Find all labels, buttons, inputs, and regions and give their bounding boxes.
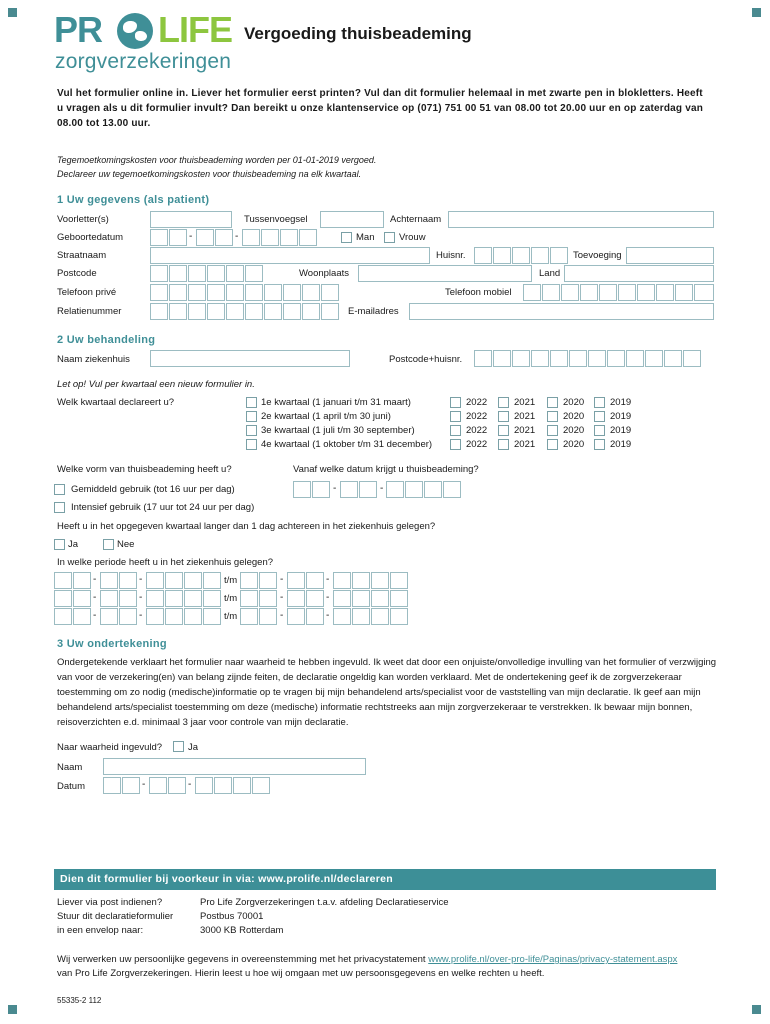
logo-life: LIFE [158,9,232,50]
tussenvoegsel-input[interactable] [320,211,384,228]
address-line-2: Postbus 70001 [200,911,264,922]
postcode-huisnr-digit[interactable] [645,350,663,367]
postcode-digit[interactable] [245,265,263,282]
period-row-2: - - t/m - - [0,590,770,607]
postcode-huisnr-digit[interactable] [607,350,625,367]
relatie-digit[interactable] [188,303,206,320]
year-checkbox[interactable] [547,411,558,422]
period-digit[interactable] [287,572,305,589]
mobiel-digit[interactable] [694,284,714,301]
tel-digit[interactable] [188,284,206,301]
period-digit[interactable] [240,590,258,607]
postcode-huisnr-digit[interactable] [683,350,701,367]
period-digit[interactable] [259,572,277,589]
postcode-digit[interactable] [188,265,206,282]
relatie-digit[interactable] [207,303,225,320]
period-digit[interactable] [165,608,183,625]
year-checkbox[interactable] [498,397,509,408]
voorletters-label: Voorletter(s) [57,214,109,225]
postcode-huisnr-digit[interactable] [626,350,644,367]
naam-label: Naam [57,762,83,773]
vanaf-digit[interactable] [293,481,311,498]
year-label: 2019 [610,439,632,450]
email-label: E-mailadres [348,306,399,317]
period-digit[interactable] [203,572,221,589]
vrouw-label: Vrouw [399,232,426,243]
relatie-digit[interactable] [226,303,244,320]
quarter-1-checkbox[interactable] [246,397,257,408]
relatie-digit[interactable] [264,303,282,320]
vorm-label: Welke vorm van thuisbeademing heeft u? [57,464,232,475]
tm-label: t/m [224,611,238,622]
nee-label: Nee [117,539,135,550]
period-digit[interactable] [371,608,389,625]
ondertekening-text: Ondergetekende verklaart het formulier naar waarheid te hebben ingevuld. Ik weet dat door een onjuiste/onvolledige invulling van het formulier of verzwijging van voor de verzekering(en) van belang zijnde feiten, de declaratie ongeldig kan worden verklaard. Met de ondertekening geef ik de zorgverzekeraar toestemming om zo nodig (medische)informatie op te vragen bij mijn behandelend arts/specialist voor de vaststelling van mijn declaratie. Ik geef aan mijn behandelend arts/specialist toestemming om deze (medische) informatie rechtstreeks aan mijn zorgverzekeraar te verstrekken. Ik bewaar mijn bonnen, reisoverzichten e.d. minimaal 3 jaar voor controle van mijn declaratie. [57,657,717,728]
period-digit[interactable] [119,590,137,607]
ziekenhuis-input[interactable] [150,350,350,367]
year-checkbox[interactable] [547,425,558,436]
corner-marker [8,1005,17,1014]
mobiel-digit[interactable] [542,284,560,301]
privacy-text: Wij verwerken uw persoonlijke gegevens in overeenstemming met het privacystatement [57,954,429,965]
date-digit[interactable] [261,229,279,246]
year-label: 2020 [563,439,585,450]
toevoeging-input[interactable] [626,247,714,264]
quarter-2-checkbox[interactable] [246,411,257,422]
section-2-title: 2 Uw behandeling [57,334,156,346]
nee-checkbox[interactable] [103,539,114,550]
tel-digit[interactable] [245,284,263,301]
section-1-title: 1 Uw gegevens (als patient) [57,194,210,206]
tel-digit[interactable] [226,284,244,301]
relatie-digit[interactable] [245,303,263,320]
period-digit[interactable] [390,590,408,607]
period-digit[interactable] [352,590,370,607]
geboortedatum-label: Geboortedatum [57,232,124,243]
datum-digit[interactable] [168,777,186,794]
datum-digit[interactable] [214,777,232,794]
page-title: Vergoeding thuisbeademing [244,24,472,43]
period-digit[interactable] [100,608,118,625]
privacy-line-1 [57,954,677,966]
period-digit[interactable] [54,608,72,625]
datum-label: Datum [57,781,85,792]
year-label: 2022 [466,439,488,450]
year-checkbox[interactable] [594,411,605,422]
period-digit[interactable] [73,590,91,607]
huisnr-digit[interactable] [531,247,549,264]
period-digit[interactable] [119,572,137,589]
period-digit[interactable] [165,572,183,589]
vrouw-checkbox[interactable] [384,232,395,243]
datum-digit[interactable] [195,777,213,794]
huisnr-digit[interactable] [474,247,492,264]
huisnr-digit[interactable] [512,247,530,264]
period-digit[interactable] [352,572,370,589]
postcode-huisnr-digit[interactable] [664,350,682,367]
period-digit[interactable] [100,590,118,607]
land-input[interactable] [564,265,714,282]
postcode-huisnr-digit[interactable] [588,350,606,367]
mobiel-digit[interactable] [637,284,655,301]
year-label: 2021 [514,397,536,408]
datum-digit[interactable] [149,777,167,794]
date-digit[interactable] [150,229,168,246]
period-digit[interactable] [73,572,91,589]
note-1: Tegemoetkomingskosten voor thuisbeademing worden per 01-01-2019 vergoed. [57,155,377,165]
period-digit[interactable] [287,608,305,625]
period-digit[interactable] [73,608,91,625]
tm-label: t/m [224,575,238,586]
toevoeging-label: Toevoeging [573,250,622,261]
logo-pro: PR [54,9,103,50]
year-checkbox[interactable] [498,411,509,422]
period-row-3: - - t/m - - [0,608,770,625]
vanaf-digit[interactable] [386,481,404,498]
mobiel-digit[interactable] [618,284,636,301]
mobiel-digit[interactable] [656,284,674,301]
year-label: 2022 [466,411,488,422]
privacy-line-2: van Pro Life Zorgverzekeringen. Hierin leest u hoe wij omgaan met uw persoonsgegevens en welke rechten u heeft. [57,968,545,979]
period-digit[interactable] [240,608,258,625]
man-label: Man [356,232,375,243]
man-checkbox[interactable] [341,232,352,243]
year-label: 2021 [514,411,536,422]
tel-digit[interactable] [207,284,225,301]
corner-marker [8,8,17,17]
year-label: 2021 [514,425,536,436]
period-digit[interactable] [146,590,164,607]
period-digit[interactable] [240,572,258,589]
mobiel-digit[interactable] [523,284,541,301]
period-digit[interactable] [306,608,324,625]
intensief-checkbox[interactable] [54,502,65,513]
postcode-label: Postcode [57,268,97,279]
period-digit[interactable] [371,590,389,607]
postcode-huisnr-digit[interactable] [531,350,549,367]
intro-text: Vul het formulier online in. Liever het formulier eerst printen? Vul dan dit formulier helemaal in met zwarte pen in blokletters. Heeft u vragen als u dit formulier invult? Dan bereikt u onze klantenservice op (071) 751 00 51 van 08.00 tot 20.00 uur en op zaterdag van 08.00 tot 13.00 uur. [57,88,704,129]
let-op-note: Let op! Vul per kwartaal een nieuw formulier in. [57,379,255,390]
quarter-1-label: 1e kwartaal (1 januari t/m 31 maart) [261,397,411,408]
year-checkbox[interactable] [547,439,558,450]
opgegeven-question: Heeft u in het opgegeven kwartaal langer dan 1 dag achtereen in het ziekenhuis gelegen? [57,521,436,532]
period-digit[interactable] [333,608,351,625]
ja-checkbox[interactable] [54,539,65,550]
ziekenhuis-label: Naam ziekenhuis [57,354,130,365]
year-checkbox[interactable] [450,425,461,436]
intensief-label: Intensief gebruik (17 uur tot 24 uur per dag) [71,502,255,513]
address-line-3: 3000 KB Rotterdam [200,925,284,936]
year-label: 2022 [466,397,488,408]
year-checkbox[interactable] [547,397,558,408]
land-label: Land [539,268,561,279]
naar-waarheid-label: Naar waarheid ingevuld? [57,742,163,753]
year-label: 2022 [466,425,488,436]
achternaam-label: Achternaam [390,214,442,225]
date-digit[interactable] [280,229,298,246]
post-line-3: in een envelop naar: [57,925,144,936]
submit-banner: Dien dit formulier bij voorkeur in via: www.prolife.nl/declareren [54,869,716,890]
quarter-4-label: 4e kwartaal (1 oktober t/m 31 december) [261,439,433,450]
tel-digit[interactable] [150,284,168,301]
postcode-huisnr-digit[interactable] [569,350,587,367]
tel-digit[interactable] [169,284,187,301]
year-checkbox[interactable] [594,397,605,408]
year-checkbox[interactable] [450,411,461,422]
year-checkbox[interactable] [594,425,605,436]
datum-digit[interactable] [122,777,140,794]
tel-digit[interactable] [264,284,282,301]
logo-subtitle: zorgverzekeringen [55,50,232,73]
vanaf-digit[interactable] [359,481,377,498]
tel-digit[interactable] [283,284,301,301]
period-digit[interactable] [184,608,202,625]
relatie-digit[interactable] [321,303,339,320]
naam-input[interactable] [103,758,366,775]
vanaf-digit[interactable] [424,481,442,498]
postcode-digit[interactable] [226,265,244,282]
relatie-digit[interactable] [302,303,320,320]
post-line-2: Stuur dit declaratieformulier [57,911,174,922]
tussenvoegsel-label: Tussenvoegsel [244,214,308,225]
year-label: 2020 [563,411,585,422]
period-digit[interactable] [352,608,370,625]
postcode-huisnr-digit[interactable] [474,350,492,367]
period-digit[interactable] [184,572,202,589]
date-digit[interactable] [196,229,214,246]
year-label: 2019 [610,411,632,422]
email-input[interactable] [409,303,714,320]
year-label: 2020 [563,397,585,408]
globe-icon [117,13,153,49]
naar-waarheid-ja-label: Ja [188,742,199,753]
datum-digit[interactable] [233,777,251,794]
period-digit[interactable] [119,608,137,625]
telefoon-prive-label: Telefoon privé [57,287,117,298]
form-code: 55335-2 112 [57,996,102,1005]
achternaam-input[interactable] [448,211,714,228]
postcode-huisnr-label: Postcode+huisnr. [389,354,463,365]
quarter-4-checkbox[interactable] [246,439,257,450]
year-checkbox[interactable] [498,425,509,436]
privacy-statement-link[interactable]: www.prolife.nl/over-pro-life/Paginas/privacy-statement.aspx [428,954,678,965]
period-digit[interactable] [54,572,72,589]
period-digit[interactable] [287,590,305,607]
period-digit[interactable] [390,608,408,625]
relatie-digit[interactable] [283,303,301,320]
period-digit[interactable] [203,590,221,607]
postcode-digit[interactable] [169,265,187,282]
periode-label: In welke periode heeft u in het ziekenhuis gelegen? [57,557,274,568]
vanaf-digit[interactable] [312,481,330,498]
year-checkbox[interactable] [450,397,461,408]
quarter-3-checkbox[interactable] [246,425,257,436]
postcode-huisnr-digit[interactable] [512,350,530,367]
mobiel-digit[interactable] [675,284,693,301]
period-digit[interactable] [203,608,221,625]
vanaf-digit[interactable] [443,481,461,498]
tel-digit[interactable] [302,284,320,301]
period-digit[interactable] [306,590,324,607]
period-digit[interactable] [306,572,324,589]
period-digit[interactable] [333,572,351,589]
address-line-1: Pro Life Zorgverzekeringen t.a.v. afdeling Declaratieservice [200,897,449,908]
relatie-digit[interactable] [169,303,187,320]
ja-label: Ja [68,539,79,550]
huisnr-label: Huisnr. [436,250,466,261]
period-digit[interactable] [259,590,277,607]
quarter-3-label: 3e kwartaal (1 juli t/m 30 september) [261,425,415,436]
mobiel-digit[interactable] [599,284,617,301]
naar-waarheid-checkbox[interactable] [173,741,184,752]
corner-marker [752,1005,761,1014]
section-3-title: 3 Uw ondertekening [57,638,167,650]
vanaf-digit[interactable] [340,481,358,498]
tel-digit[interactable] [321,284,339,301]
corner-marker [752,8,761,17]
mobiel-digit[interactable] [561,284,579,301]
period-digit[interactable] [54,590,72,607]
period-digit[interactable] [165,590,183,607]
year-label: 2019 [610,397,632,408]
woonplaats-input[interactable] [358,265,532,282]
postcode-huisnr-digit[interactable] [550,350,568,367]
straatnaam-input[interactable] [150,247,430,264]
year-checkbox[interactable] [450,439,461,450]
period-row-1: - - t/m - - [0,572,770,589]
period-digit[interactable] [259,608,277,625]
huisnr-digit[interactable] [550,247,568,264]
relatienummer-label: Relatienummer [57,306,122,317]
datum-digit[interactable] [252,777,270,794]
period-digit[interactable] [333,590,351,607]
period-digit[interactable] [184,590,202,607]
woonplaats-label: Woonplaats [299,268,349,279]
period-digit[interactable] [390,572,408,589]
period-digit[interactable] [100,572,118,589]
datum-digit[interactable] [103,777,121,794]
vanaf-label: Vanaf welke datum krijgt u thuisbeademing? [293,464,479,475]
postcode-digit[interactable] [207,265,225,282]
prolife-logo [54,9,232,73]
mobiel-digit[interactable] [580,284,598,301]
voorletters-input[interactable] [150,211,232,228]
postcode-digit[interactable] [150,265,168,282]
huisnr-digit[interactable] [493,247,511,264]
period-digit[interactable] [146,572,164,589]
relatie-digit[interactable] [150,303,168,320]
straatnaam-label: Straatnaam [57,250,107,261]
date-digit[interactable] [242,229,260,246]
gemiddeld-label: Gemiddeld gebruik (tot 16 uur per dag) [71,484,235,495]
period-digit[interactable] [146,608,164,625]
welk-kwartaal-label: Welk kwartaal declareert u? [57,397,175,408]
vanaf-digit[interactable] [405,481,423,498]
date-digit[interactable] [299,229,317,246]
note-2: Declareer uw tegemoetkomingskosten voor thuisbeademing na elk kwartaal. [57,169,362,179]
year-label: 2020 [563,425,585,436]
year-checkbox[interactable] [498,439,509,450]
gemiddeld-checkbox[interactable] [54,484,65,495]
year-label: 2019 [610,425,632,436]
postcode-huisnr-digit[interactable] [493,350,511,367]
year-label: 2021 [514,439,536,450]
period-digit[interactable] [371,572,389,589]
post-line-1: Liever via post indienen? [57,897,163,908]
quarter-2-label: 2e kwartaal (1 april t/m 30 juni) [261,411,391,422]
year-checkbox[interactable] [594,439,605,450]
date-digit[interactable] [169,229,187,246]
tm-label: t/m [224,593,238,604]
date-digit[interactable] [215,229,233,246]
telefoon-mobiel-label: Telefoon mobiel [445,287,512,298]
